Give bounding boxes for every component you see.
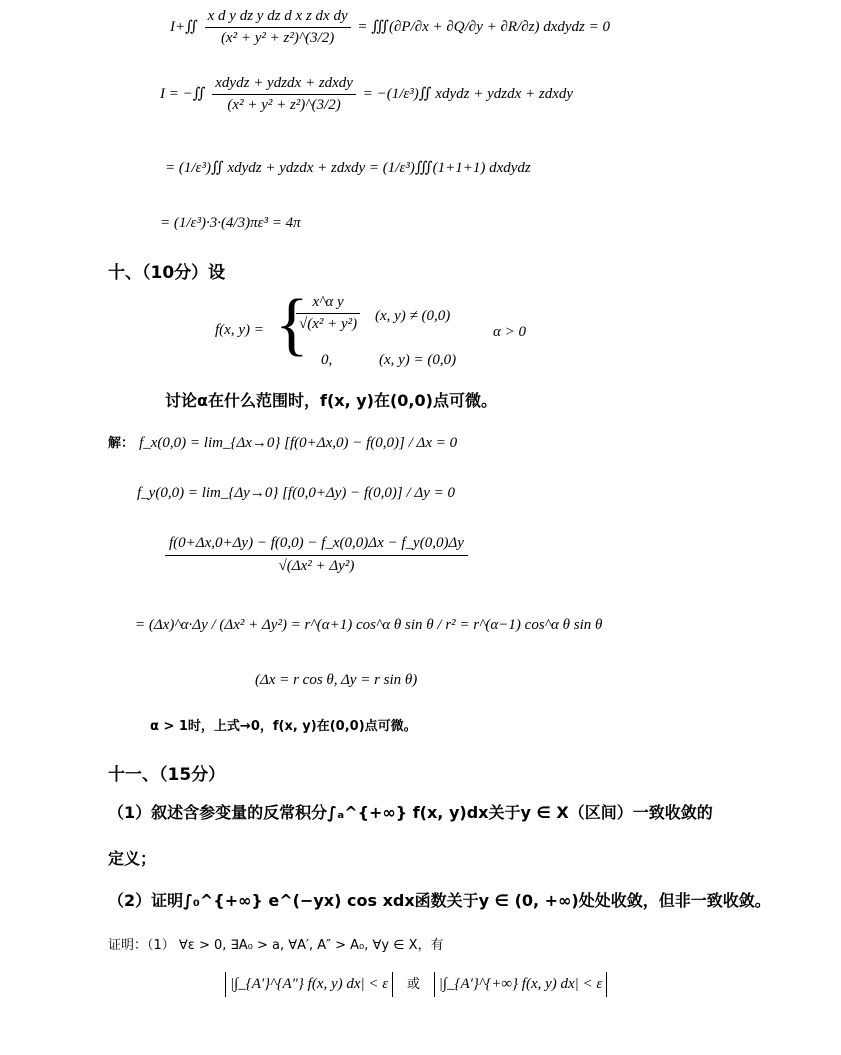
- solution-10-fx: [108, 432, 457, 452]
- problem-11-part-2: （2）证明∫₀^{+∞} e^(−yx) cos xdx函数关于y ∈ (0, +∞)处处收敛，但非一致收敛。: [108, 891, 771, 910]
- problem-11-part-1: （1）叙述含参变量的反常积分∫ₐ^{+∞} f(x, y)dx关于y ∈ X（区间）一致收敛的: [108, 803, 713, 822]
- partial-x-expression: f_x(0,0) = lim_{Δx→0} [f(0+Δx,0) − f(0,0)] / Δx = 0: [139, 435, 458, 451]
- case-1-condition: (x, y) ≠ (0,0): [375, 308, 451, 324]
- ratio-simplification: = (Δx)^α·Δy / (Δx² + Δy²) = r^(α+1) cos^α θ sin θ / r² = r^(α−1) cos^α θ sin θ: [135, 617, 603, 633]
- proof-intro: 证明：（1） ∀ε > 0, ∃A₀ > a, ∀A′, A″ > A₀, ∀y ∈ X，有: [108, 938, 444, 953]
- equation-1-denominator: (x² + y² + z²)^(3/2): [220, 30, 335, 46]
- difference-denominator: √(Δx² + Δy²): [278, 558, 355, 574]
- case-2-condition: (x, y) = (0,0): [379, 352, 457, 368]
- proof-inequalities: [225, 972, 607, 997]
- function-lhs: f(x, y) =: [215, 322, 264, 338]
- equation-2-numerator: xdydz + ydzdx + zdxdy: [212, 75, 356, 95]
- problem-10-question: 讨论α在什么范围时，f(x, y)在(0,0)点可微。: [165, 391, 497, 410]
- equation-1-numerator: x d y dz y dz d x z dx dy: [205, 8, 351, 28]
- equation-2-denominator: (x² + y² + z²)^(3/2): [227, 97, 341, 113]
- difference-numerator: f(0+Δx,0+Δy) − f(0,0) − f_x(0,0)Δx − f_y(0,0)Δy: [165, 535, 468, 556]
- equation-line-3: = (1/ε³)∬ xdydz + ydzdx + zdxdy = (1/ε³)∭(1+1+1) dxdydz: [165, 160, 531, 176]
- solution-10-fy: f_y(0,0) = lim_{Δy→0} [f(0,0+Δy) − f(0,0)] / Δy = 0: [137, 485, 456, 501]
- problem-11-part-1-continued: 定义；: [108, 849, 157, 868]
- or-label: 或: [406, 976, 420, 992]
- inequality-1: |∫_{A′}^{A″} f(x, y) dx| < ε: [225, 972, 393, 997]
- problem-10-heading: 十、（10分）设: [108, 263, 226, 283]
- case-2-expression: 0,: [321, 352, 333, 368]
- solution-10-conclusion: α > 1时，上式→0，f(x, y)在(0,0)点可微。: [150, 719, 417, 734]
- problem-11-heading: 十一、（15分）: [108, 765, 226, 785]
- case-1-denominator: √(x² + y²): [299, 316, 358, 332]
- polar-substitution: (Δx = r cos θ, Δy = r sin θ): [255, 672, 418, 688]
- equation-2-rhs: = −(1/ε³)∬ xdydz + ydzdx + zdxdy: [362, 85, 574, 102]
- equation-2-lhs: I = −∬: [160, 85, 206, 102]
- case-1-numerator: x^α y: [296, 294, 360, 314]
- inequality-2: |∫_{A′}^{+∞} f(x, y) dx| < ε: [434, 972, 608, 997]
- equation-1-rhs: = ∭(∂P/∂x + ∂Q/∂y + ∂R/∂z) dxdydz = 0: [357, 18, 611, 35]
- equation-1-lhs: I+∬: [170, 18, 198, 35]
- differentiability-fraction: [165, 535, 468, 575]
- equation-line-4: = (1/ε³)·3·(4/3)πε³ = 4π: [160, 215, 301, 231]
- solution-label: 解：: [108, 436, 135, 451]
- equation-line-2: [160, 75, 573, 114]
- equation-line-1: [170, 8, 610, 47]
- left-brace-icon: {: [275, 286, 309, 363]
- alpha-condition: α > 0: [493, 324, 526, 340]
